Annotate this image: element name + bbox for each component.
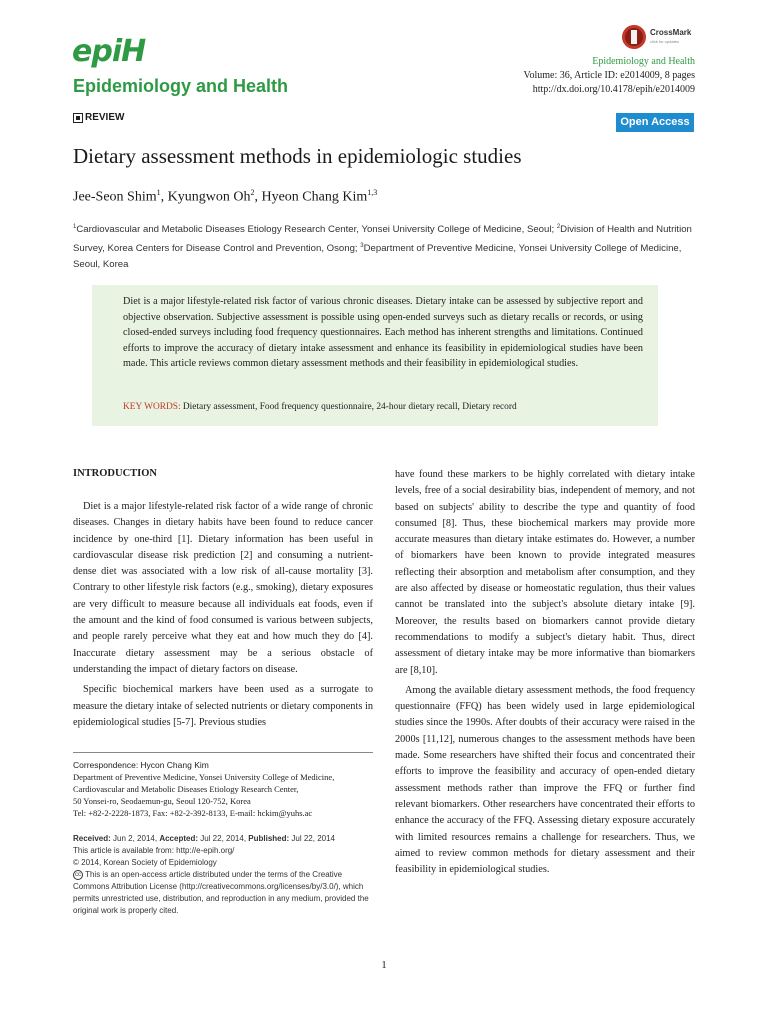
copyright-icon: ©: [73, 858, 79, 867]
crossmark-icon: [621, 24, 647, 50]
author-name: Jee-Seon Shim: [73, 189, 157, 205]
article-title: Dietary assessment methods in epidemiologic studies: [73, 144, 522, 168]
affil-sup: 2: [556, 224, 561, 230]
right-column: [395, 467, 695, 878]
article-type: [73, 112, 124, 123]
affiliation: Cardiovascular and Metabolic Diseases Etiology Research Center, Yonsei University College of Medicine, Seoul;: [76, 224, 557, 236]
correspondence: [73, 759, 373, 819]
paragraph: Specific biochemical markers have been used as a surrogate to measure the dietary intake of selected nutrients or dietary components in epidemiological studies [5-7]. Previous studies: [73, 684, 373, 728]
received-date: Jun 2, 2014,: [113, 834, 158, 843]
published-label: Published:: [248, 834, 290, 843]
doi-link[interactable]: http://dx.doi.org/10.4178/epih/e2014009: [532, 84, 695, 95]
crossmark-badge[interactable]: [621, 24, 691, 50]
correspondence-label: Correspondence:: [73, 760, 139, 770]
paragraph: Diet is a major lifestyle-related risk factor of a wide range of chronic diseases. Changes in dietary habits have been found to reduce cancer incidence by one-third [1]. Dietary information has been useful in cardiovascular disease risk prediction [2] and consuming a nutrient-dense diet was associated with a low risk of all-cause mortality [3]. Contrary to other lifestyle risk factors (e.g., smoking), dietary exposures are very difficult to measure because all individuals eat foods, even if the amount and the kind of food consumed is various between subjects, and people rarely perceive what they eat and how much they do [4]. Inaccurate dietary assessment may be a serious obstacle of understanding the impact of dietary factors on disease.: [73, 501, 373, 675]
copyright-text: 2014, Korean Society of Epidemiology: [81, 858, 217, 867]
availability-note: This article is available from: http://e-epih.org/: [73, 846, 235, 855]
affil-sup: 1: [73, 224, 77, 230]
paragraph: have found these markers to be highly correlated with dietary intake levels, free of a social desirability bias, independent of memory, and not based on subjects' ability to describe the type and quantity of food consumed [8]. Thus, these biochemical markers may provide more accurate measures than dietary intake estimates do. However, a number of biomarkers have been known to provide integrated measures reflecting their absorption and metabolism after consumption, and they are also affected by disease or homeostatic regulation, thus their values cannot be translated into the subject's absolute dietary intake [9]. Moreover, the results based on biomarkers cannot provide dietary recommendations to modify a subject's dietary habit. Thus, direct assessment of dietary intake may be more informative than biomarkers are [8,10].: [395, 469, 695, 676]
paragraph: Among the available dietary assessment methods, the food frequency questionnaire (FFQ) has been widely used in large epidemiological studies since the 1990s. After doubts of their accuracy were raised in the 2000s [11,12], numerous changes to the assessment methods have been made. Some researchers have shifted their focus and concentrated their efforts to improve the feasibility and accuracy of open-ended dietary assessment methods rather than improve the FFQ or further find relevant biomarkers. Other researchers have concentrated their efforts to enhance the accuracy of the FFQ. Assessing dietary exposure accurately with limited resources remains a challenge for researchers. Thus, we aimed to review common methods for dietary assessment and their feasibility in epidemiological studies.: [395, 684, 695, 876]
copyright-line: [73, 857, 373, 869]
author-sup: 2: [250, 188, 255, 197]
journal-title: Epidemiology and Health: [73, 76, 289, 96]
crossmark-text: CrossMark click for updates: [650, 28, 692, 44]
publication-journal: Epidemiology and Health: [592, 56, 695, 67]
accepted-date: Jul 22, 2014,: [200, 834, 247, 843]
cc-icon: cc: [75, 871, 81, 878]
affil-sup: 3: [360, 243, 364, 250]
abstract-text: Diet is a major lifestyle-related risk factor of various chronic diseases. Dietary intake can be assessed by subjective report and objective observation. Subjective assessment is possible using open-ended surveys such as dietary recalls or records, or using closed-ended surveys including food frequency questionnaires. Each method has inherent strengths and limitations. Continued efforts to improve the accuracy of dietary intake assessment and enhance its feasibility in epidemiological studies have been made. This article reviews common dietary assessment methods and their feasibility in epidemiological studies.: [123, 296, 643, 370]
abstract-box: [92, 285, 658, 426]
published-date: Jul 22, 2014: [291, 834, 335, 843]
license-note: [73, 869, 373, 917]
square-icon: [73, 113, 83, 123]
author-name: Kyungwon Oh: [167, 189, 251, 205]
keywords-list: Dietary assessment, Food frequency questionnaire, 24-hour dietary recall, Dietary record: [182, 402, 517, 412]
author-list: Jee-Seon Shim$^1$, Kyungwon Oh$^2$, Hyeon Chang Kim$^{1,3}$: [73, 188, 378, 205]
correspondence-line: Department of Preventive Medicine, Yonsei University College of Medicine,: [73, 772, 335, 782]
accepted-label: Accepted:: [159, 834, 198, 843]
keywords: [123, 402, 517, 412]
author-name: Hyeon Chang Kim: [261, 189, 368, 205]
affiliation: Division of Health and Nutrition Survey, Korea Centers for Disease Control and Prevention, Osong;: [73, 224, 692, 255]
correspondence-line: 50 Yonsei-ro, Seodaemun-gu, Seoul 120-752, Korea: [73, 796, 251, 806]
correspondence-line: Tel: +82-2-2228-1873, Fax: +82-2-392-8133, E-mail: hckim@yuhs.ac: [73, 808, 313, 818]
author-sup: 1: [156, 188, 161, 197]
affiliation: Department of Preventive Medicine, Yonsei University College of Medicine, Seoul, Korea: [73, 243, 682, 271]
article-type-label: REVIEW: [85, 112, 125, 123]
open-access-badge[interactable]: Open Access: [616, 113, 694, 132]
page-number: 1: [381, 959, 387, 971]
received-label: Received:: [73, 834, 111, 843]
keywords-label: KEY WORDS:: [123, 402, 181, 412]
publication-info: [524, 55, 695, 97]
journal-logo: epiH: [72, 34, 146, 69]
left-column: [73, 499, 373, 731]
section-heading: INTRODUCTION: [73, 468, 158, 479]
footnote-divider: [73, 752, 373, 753]
correspondence-line: Cardiovascular and Metabolic Diseases Etiology Research Center,: [73, 784, 299, 794]
volume-line: Volume: 36, Article ID: e2014009, 8 pages: [523, 70, 695, 81]
author-sup: 1,3: [367, 188, 378, 197]
article-dates: [73, 833, 373, 917]
correspondence-name: Hycon Chang Kim: [140, 760, 209, 770]
license-text: This is an open-access article distributed under the terms of the Creative Commons Attribution License (http://creativecommons.org/licenses/by/3.0/), which permits unrestricted use, distribution, and reproduction in any medium, provided the original work is properly cited.: [73, 870, 369, 915]
affiliations: [73, 219, 695, 273]
